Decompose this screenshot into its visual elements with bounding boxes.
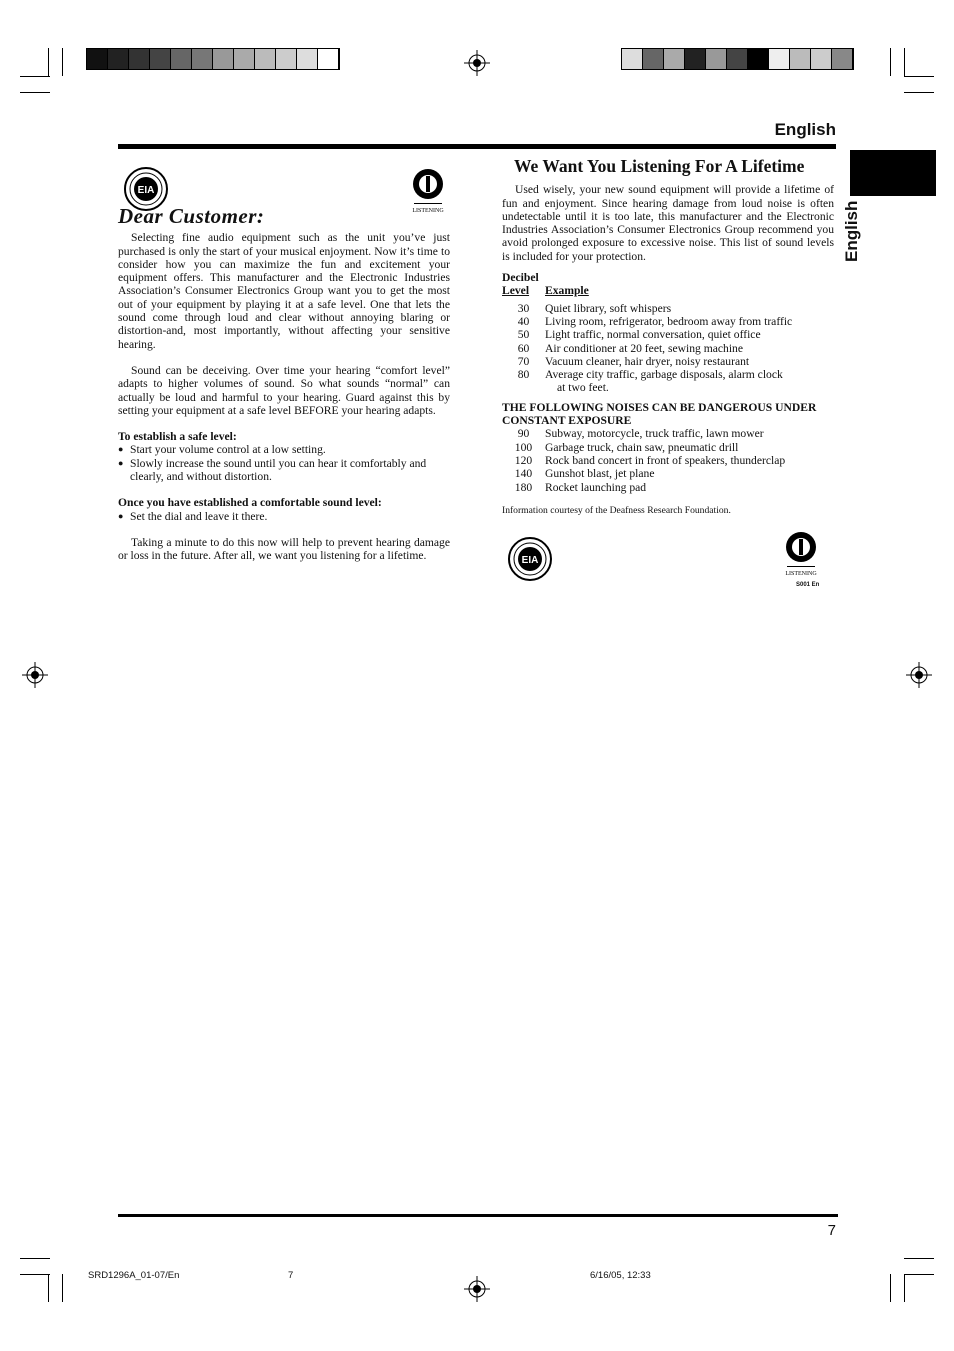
svg-text:LISTENING: LISTENING <box>412 208 444 214</box>
dear-customer-column <box>118 160 450 563</box>
crop-mark <box>62 1274 63 1302</box>
dangerous-sound-levels-table <box>502 427 834 493</box>
calibration-swatch <box>769 49 790 69</box>
list-item: ● Slowly increase the sound until you can hear it comfortably and clearly, and without distortion. <box>118 457 450 484</box>
section-title: We Want You Listening For A Lifetime <box>514 156 805 176</box>
list-item: ● Set the dial and leave it there. <box>118 510 450 523</box>
calibration-swatch <box>706 49 727 69</box>
page-number: 7 <box>827 1222 836 1239</box>
crop-mark <box>48 48 49 76</box>
calibration-swatch <box>664 49 685 69</box>
crop-mark <box>904 48 905 76</box>
crop-mark <box>904 1274 934 1275</box>
calibration-swatch <box>276 49 297 69</box>
calibration-swatch <box>213 49 234 69</box>
crop-mark <box>20 1258 50 1259</box>
table-row: 30 Quiet library, soft whispers <box>517 301 672 315</box>
crop-mark <box>904 92 934 93</box>
safe-sound-levels-table <box>502 284 834 394</box>
deceiving-paragraph: Sound can be deceiving. Over time your hearing “comfort level” adapts to higher volumes of sound. So what sounds “normal” can actually be loud and harmful to your hearing. Guard against this by setting your equipment at a safe level BEFORE your hearing adapts. <box>118 363 450 417</box>
calibration-swatch <box>108 49 129 69</box>
safe-level-list <box>118 443 450 483</box>
color-calibration-bar-left <box>86 48 340 70</box>
registration-mark-icon <box>464 1276 490 1302</box>
crop-mark <box>904 1274 905 1302</box>
table-row: 120 Rock band concert in front of speakers, thunderclap <box>514 453 786 467</box>
calibration-swatch <box>150 49 171 69</box>
list-item: ● Start your volume control at a low setting. <box>118 443 450 456</box>
listening-lifetime-column <box>502 156 834 517</box>
table-row: 60 Air conditioner at 20 feet, sewing machine <box>517 341 743 355</box>
print-file-code: SRD1296A_01-07/En <box>88 1270 180 1281</box>
calibration-swatch <box>234 49 255 69</box>
crop-mark <box>904 76 934 77</box>
registration-mark-icon <box>464 50 490 76</box>
table-row: 140 Gunshot blast, jet plane <box>514 467 655 481</box>
crop-mark <box>890 48 891 76</box>
calibration-swatch <box>129 49 150 69</box>
document-code: S001 En <box>796 582 820 588</box>
table-row: 70 Vacuum cleaner, hair dryer, noisy restaurant <box>517 354 750 368</box>
crop-mark <box>20 92 50 93</box>
eia-seal-icon <box>507 536 553 582</box>
closing-paragraph: Taking a minute to do this now will help to prevent hearing damage or loss in the future. After all, we want you listening for a lifetime. <box>118 535 450 563</box>
decibel-column-header: Decibel <box>502 271 539 285</box>
table-row: 80 Average city traffic, garbage disposals, alarm clock <box>517 368 783 382</box>
svg-text:EIA: EIA <box>521 555 539 566</box>
intro-paragraph: Selecting fine audio equipment such as the unit you’ve just purchased is only the start of your musical enjoyment. Now it’s time to consider how you can maximize the fun and excitement your equipment offers. This manufacturer and the Electronic Industries Association’s Consumer Electronics Group want you to get the most out of your equipment by playing it at a safe level. One that lets the sound come through loud and clear without annoying blaring or distortion-and, most importantly, without affecting your sensitive hearing. <box>118 231 450 351</box>
calibration-swatch <box>87 49 108 69</box>
example-column-header: Example <box>545 284 589 298</box>
registration-mark-icon <box>906 662 932 688</box>
calibration-swatch <box>192 49 213 69</box>
header-rule <box>118 144 836 149</box>
calibration-swatch <box>171 49 192 69</box>
table-row: 180 Rocket launching pad <box>514 480 647 494</box>
calibration-swatch <box>748 49 769 69</box>
calibration-swatch <box>685 49 706 69</box>
greeting-heading: Dear Customer: <box>118 204 265 228</box>
calibration-swatch <box>622 49 643 69</box>
comfortable-level-list <box>118 510 450 523</box>
credit-note: Information courtesy of the Deafness Research Foundation. <box>502 504 731 516</box>
crop-mark <box>890 1274 891 1302</box>
language-header: English <box>774 120 836 139</box>
footer-rule <box>118 1214 838 1217</box>
language-side-tab <box>850 150 936 196</box>
calibration-swatch <box>297 49 318 69</box>
listening-q-logo-icon <box>783 530 819 578</box>
print-sheet-number: 7 <box>288 1270 294 1281</box>
svg-text:EIA: EIA <box>137 185 155 196</box>
registration-mark-icon <box>22 662 48 688</box>
calibration-swatch <box>643 49 664 69</box>
safe-level-heading: To establish a safe level: <box>118 430 237 444</box>
crop-mark <box>48 1274 49 1302</box>
calibration-swatch <box>318 49 339 69</box>
table-row: 50 Light traffic, normal conversation, quiet office <box>517 328 761 342</box>
table-row: 90 Subway, motorcycle, truck traffic, lawn mower <box>517 427 764 441</box>
lifetime-intro-paragraph: Used wisely, your new sound equipment will provide a lifetime of fun and enjoyment. Since hearing damage from loud noise is often undetectable until it is too late, this manufacturer and the Electronic Industries Association’s Consumer Electronics Group recommend you avoid prolonged exposure to excessive noise. This list of sound levels is included for your protection. <box>502 183 834 263</box>
calibration-swatch <box>790 49 811 69</box>
calibration-swatch <box>811 49 832 69</box>
calibration-swatch <box>255 49 276 69</box>
color-calibration-bar-right <box>621 48 854 70</box>
table-row: 40 Living room, refrigerator, bedroom away from traffic <box>517 314 793 328</box>
table-row: at two feet. <box>557 381 609 395</box>
crop-mark <box>62 48 63 76</box>
table-header-row <box>502 284 834 297</box>
svg-text:LISTENING: LISTENING <box>785 571 817 577</box>
crop-mark <box>904 1258 934 1259</box>
table-row: 100 Garbage truck, chain saw, pneumatic drill <box>514 440 739 454</box>
crop-mark <box>20 76 50 77</box>
level-column-header: Level <box>502 284 530 298</box>
print-timestamp: 6/16/05, 12:33 <box>590 1270 651 1281</box>
calibration-swatch <box>727 49 748 69</box>
calibration-swatch <box>832 49 853 69</box>
language-side-label: English <box>842 200 861 262</box>
comfortable-level-heading: Once you have established a comfortable sound level: <box>118 496 382 510</box>
crop-mark <box>20 1274 50 1275</box>
dangerous-noises-heading: THE FOLLOWING NOISES CAN BE DANGEROUS UNDER CONSTANT EXPOSURE <box>502 400 817 428</box>
